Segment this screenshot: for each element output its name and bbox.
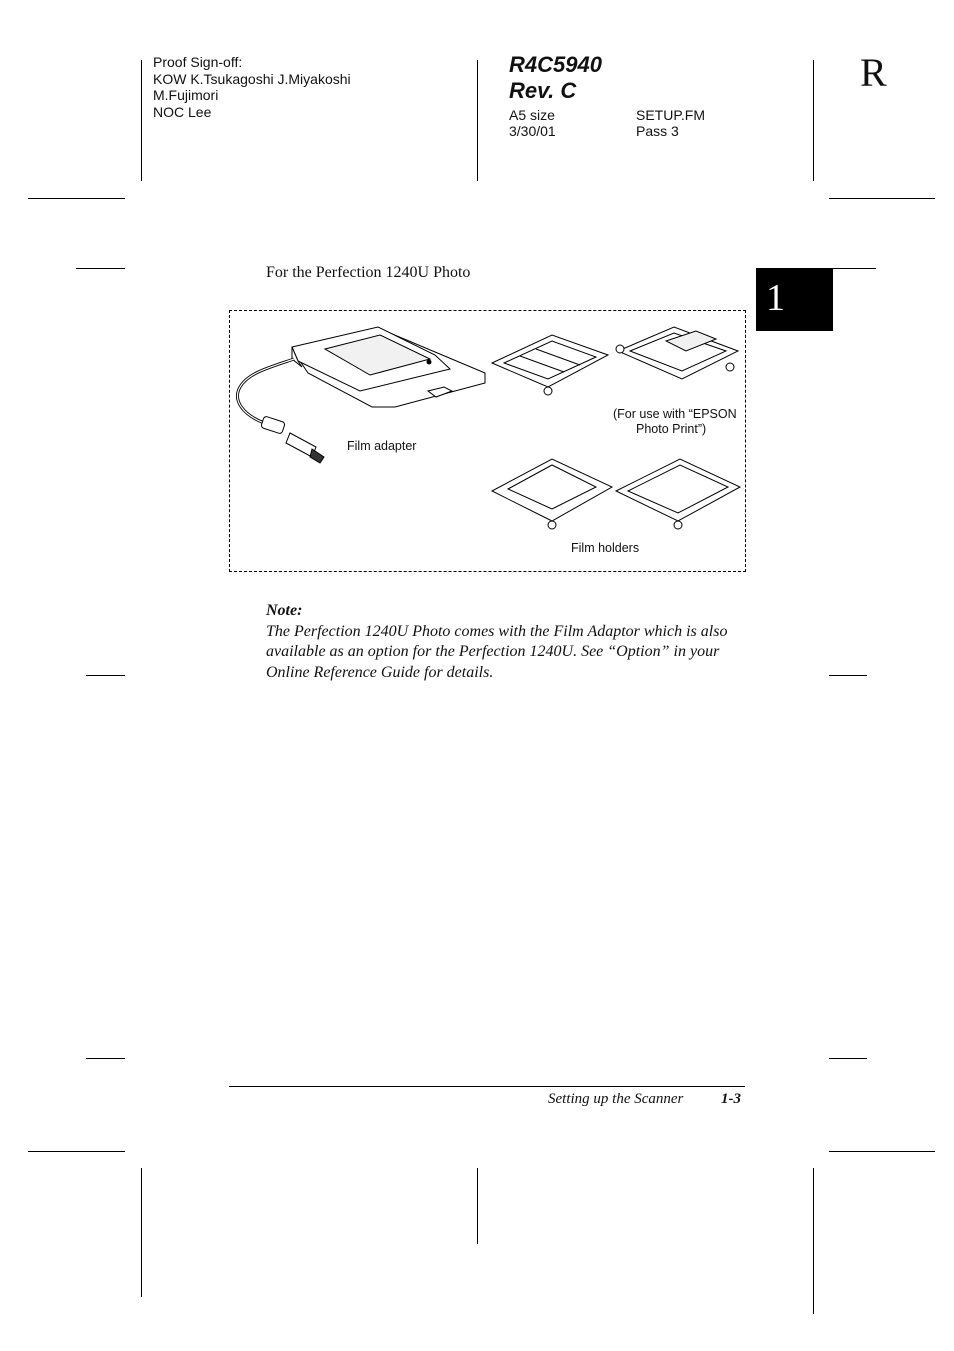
- adapter-indicator: [427, 360, 431, 364]
- proof-signoff: [153, 54, 351, 120]
- note-line: available as an option for the Perfection 1240U. See “Option” in your: [266, 643, 720, 660]
- proof-line: Proof Sign-off:: [153, 54, 243, 70]
- trim-mark-right-mid: [829, 675, 867, 676]
- trim-mark-right-lower: [829, 1058, 867, 1059]
- doc-pass: Pass 3: [636, 123, 679, 139]
- crop-mark-top-center-v: [477, 60, 478, 181]
- doc-code: R4C5940: [509, 52, 602, 77]
- crop-mark-bottom-left-h: [28, 1151, 125, 1152]
- proof-line: KOW K.Tsukagoshi J.Miyakoshi: [153, 70, 351, 87]
- cable-ferrite: [261, 416, 286, 434]
- doc-size: A5 size: [509, 107, 555, 123]
- crop-mark-top-right-h: [829, 198, 935, 199]
- note-line: The Perfection 1240U Photo comes with the Film Adaptor which is also: [266, 622, 728, 640]
- intro-text: For the Perfection 1240U Photo: [266, 264, 471, 281]
- note-block: [266, 601, 756, 683]
- proof-line: NOC Lee: [153, 103, 212, 120]
- trim-mark-left-mid: [86, 675, 125, 676]
- footer-section: Setting up the Scanner: [548, 1091, 684, 1107]
- proof-line: M.Fujimori: [153, 87, 219, 103]
- doc-file: SETUP.FM: [636, 107, 705, 123]
- chapter-tab: [756, 268, 833, 331]
- film-holders-label: Film holders: [571, 541, 640, 555]
- figure-frame: [229, 310, 746, 572]
- trim-mark-left-lower: [86, 1058, 125, 1059]
- epson-note-line1: (For use with “EPSON: [613, 407, 737, 421]
- crop-mark-top-right-v: [813, 60, 814, 181]
- crop-mark-top-left-v: [141, 60, 142, 181]
- crop-mark-bottom-left-v: [141, 1168, 142, 1297]
- chapter-number: 1: [766, 277, 785, 319]
- crop-mark-bottom-right-h: [829, 1151, 935, 1152]
- crop-mark-top-left-h: [28, 198, 125, 199]
- crop-mark-bottom-center-v: [477, 1168, 478, 1244]
- footer-page-number: 1-3: [721, 1091, 741, 1107]
- trim-mark-left-upper: [76, 268, 125, 269]
- epson-note-line2: Photo Print”): [636, 422, 707, 436]
- film-adapter-illustration: [230, 311, 745, 571]
- crop-mark-bottom-right-v: [813, 1168, 814, 1314]
- corner-letter: R: [860, 50, 887, 95]
- film-adapter-label: Film adapter: [347, 439, 417, 453]
- note-heading: Note:: [266, 602, 303, 619]
- doc-date: 3/30/01: [509, 123, 556, 139]
- footer-rule: [229, 1086, 745, 1087]
- doc-revision: Rev. C: [509, 78, 577, 103]
- note-line: Online Reference Guide for details.: [266, 663, 494, 681]
- trim-mark-right-upper: [829, 268, 876, 269]
